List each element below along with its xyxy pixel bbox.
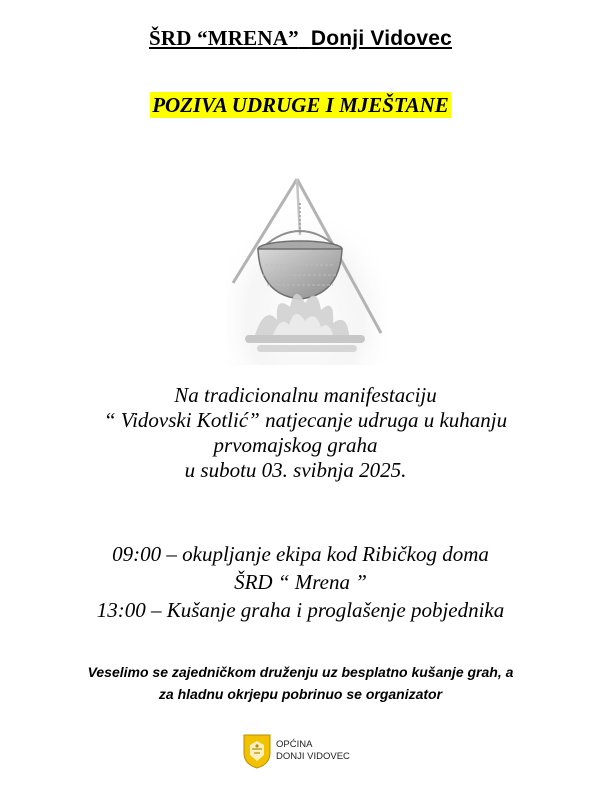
place-name: Donji Vidovec	[310, 27, 452, 50]
event-intro: Na tradicionalnu manifestaciju	[174, 383, 437, 407]
page-title	[0, 26, 601, 51]
org-name: ŠRD “MRENA”	[149, 26, 299, 50]
event-schedule	[0, 540, 601, 624]
municipal-crest-icon	[242, 733, 272, 769]
event-date: u subotu 03. svibnja 2025.	[184, 458, 407, 482]
municipality-name: DONJI VIDOVEC	[276, 751, 350, 762]
closing-note-line-1: Veselimo se zajedničkom druženju uz besplatno kušanje grah, a	[87, 664, 514, 680]
cauldron-over-fire-icon	[225, 175, 385, 365]
schedule-gathering: 09:00 – okupljanje ekipa kod Ribičkog doma	[112, 542, 489, 566]
municipality-label: OPĆINA	[276, 739, 313, 750]
schedule-gathering-location: ŠRD “ Mrena ”	[234, 570, 367, 594]
municipality-logo	[242, 733, 350, 769]
schedule-tasting: 13:00 – Kušanje graha i proglašenje pobjednika	[96, 598, 505, 622]
event-name: “ Vidovski Kotlić” natjecanje udruga u kuhanju	[103, 408, 508, 432]
event-description	[0, 383, 601, 483]
closing-note-line-2: za hladnu okrjepu pobrinuo se organizator	[158, 686, 443, 702]
invitation-text: POZIVA UDRUGE I MJEŠTANE	[152, 93, 449, 117]
event-dish: prvomajskog graha	[213, 433, 378, 457]
closing-note	[0, 661, 601, 705]
invitation-banner	[0, 93, 601, 118]
